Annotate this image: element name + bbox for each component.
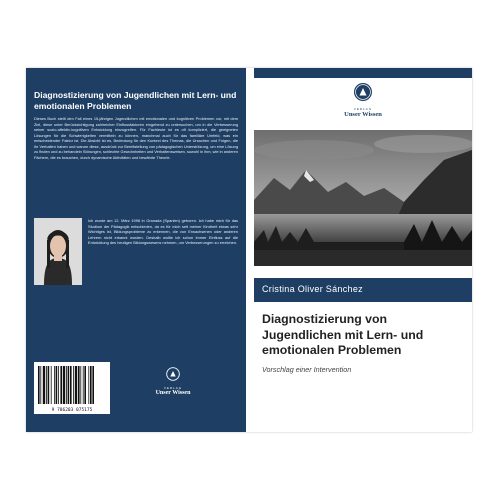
book-subtitle: Vorschlag einer Intervention [262,365,352,374]
book-spine [246,68,254,432]
back-cover [26,68,246,432]
cover-landscape-photo [254,130,472,266]
back-cover-description: Dieses Buch stellt den Fall eines 15-jährigen Jugendlichen mit emotionalen und kognitiven Problemen vor, mit dem Ziel, diese unter Berücksichtigung zahlreicher Einflussfaktoren eingehend zu untersuchen, um in die Verbesserung seiner sozio-affektiv-kognitiven Entwicklung einzugreifen. Für Fachleute ist es oft kompliziert, die geeigneten Lösungen für die Schwierigkeiten vermitteln zu können, manchmal auch für das familiäre Umfeld, was ein entscheidender Faktor ist. Die Absicht ist es, Bedeutung für den Kontext des Themas, die Ursachen und Folgen, die ihr Verhalten haben und warum diese, ausdrück zur Bereitstellung von pädagogischen Unterstützung, um eine Lösung zu finden und zu behandeln Störungen, schlechte Gewohnheiten und Verhaltensweisen, sowohl in ihm, wie in anderen Fächern, die es brauchen, durch dynamische Aktivitäten und bewährte Theorie. [34,116,238,160]
back-publisher-name: Unser Wissen [155,390,191,396]
front-publisher-logo [338,82,388,118]
author-name: Cristina Oliver Sánchez [262,284,363,294]
front-top-bar [254,68,472,78]
back-cover-title: Diagnostizierung von Jugendlichen mit Lern- und emotionalen Problemen [34,90,237,111]
front-publisher-verlag: VERLAG [353,107,373,111]
author-photo [34,218,82,285]
front-publisher-name: Unser Wissen [344,111,382,118]
barcode-icon [34,362,110,414]
book-title: Diagnostizierung von Jugendlichen mit Lern- und emotionalen Problemen [262,312,424,357]
isbn-number: 9 786203 075175 [51,408,93,413]
back-publisher-logo [148,366,198,396]
book-cover [26,68,472,432]
front-cover [254,68,472,432]
publisher-logo-icon [166,367,180,381]
back-publisher-verlag: VERLAG [163,386,183,390]
author-bio: Ich wurde am 12. März 1998 in Granada (Spanien) geboren. Ich habe mich für das Studium der Pädagogik entschieden, da es für mich seit meiner Kindheit etwas sehr Wichtiges ist, Bildungsprobleme zu erkennen, die von Erwachsenen oder anderen Lehrern nicht erkannt wurden. Deshalb wollte ich schon immer Einfluss auf die Entwicklung des heutigen Bildungswesens nehmen, um Verbesserungen zu erreichen. [88,218,238,245]
author-band [254,278,472,302]
publisher-logo-icon [353,82,373,102]
